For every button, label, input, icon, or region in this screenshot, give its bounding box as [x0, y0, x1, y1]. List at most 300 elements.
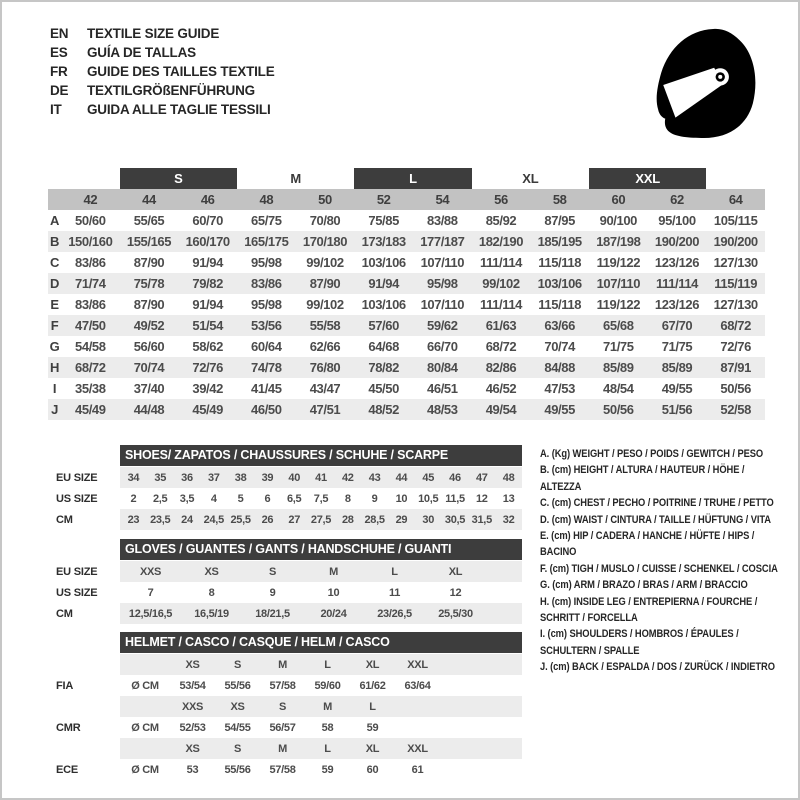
size-value-cell: 54/58 — [75, 339, 106, 354]
guide-title: GUIDE DES TAILLES TEXTILE — [87, 64, 275, 79]
size-value-cell: 5 — [237, 492, 244, 505]
size-header-cell: L — [324, 658, 331, 671]
size-value-cell: XXS — [139, 565, 162, 578]
size-value-cell: 18/21,5 — [255, 607, 290, 620]
size-value-cell: 54/55 — [224, 721, 251, 734]
row-label: A — [50, 213, 59, 228]
size-value-cell: 12 — [475, 492, 488, 505]
size-value-cell: 173/183 — [361, 234, 406, 249]
size-header-cell: XXL — [407, 658, 428, 671]
language-row — [50, 62, 275, 81]
size-value-cell: 11,5 — [445, 492, 465, 505]
size-value-cell: 46 — [449, 471, 461, 484]
size-value-cell: 107/110 — [420, 297, 465, 312]
size-value-cell: 3,5 — [179, 492, 195, 505]
size-value-cell: 119/122 — [596, 297, 641, 312]
size-value-cell: 59 — [321, 763, 334, 776]
size-value-cell: 23 — [127, 513, 140, 526]
size-value-cell: 49/54 — [485, 402, 517, 417]
language-row — [50, 81, 275, 100]
size-value-cell: 78/82 — [368, 360, 399, 375]
size-value-cell: 57/58 — [269, 763, 296, 776]
size-value-cell: 71/75 — [661, 339, 693, 354]
gloves-size-table — [56, 539, 522, 624]
size-value-cell: 27 — [288, 513, 301, 526]
size-value-cell: 68/72 — [720, 318, 751, 333]
size-value-cell: 35/38 — [75, 381, 106, 396]
language-code: FR — [50, 64, 68, 79]
size-band-l: L — [354, 168, 471, 189]
size-value-cell: XL — [448, 565, 463, 578]
column-header-row — [48, 189, 765, 210]
size-value-cell: 44/48 — [133, 402, 165, 417]
size-value-cell: 47/53 — [544, 381, 575, 396]
size-value-cell: 95/98 — [251, 255, 282, 270]
unit-cell: Ø CM — [131, 679, 159, 692]
size-value-cell: 9 — [269, 586, 276, 599]
size-header-cell: XL — [365, 658, 380, 671]
size-value-cell: 115/118 — [538, 297, 582, 312]
size-value-cell: 111/114 — [479, 297, 523, 312]
size-value-cell: M — [329, 565, 338, 578]
row-label: US SIZE — [56, 492, 98, 505]
size-value-cell: 45 — [422, 471, 435, 484]
size-value-cell: 87/90 — [133, 297, 165, 312]
measurement-row-i — [48, 378, 765, 399]
size-value-cell: 58 — [321, 721, 334, 734]
row-values — [120, 654, 522, 675]
size-value-cell: 55/56 — [224, 763, 251, 776]
size-header-cell: M — [323, 700, 332, 713]
size-value-cell: 71/74 — [75, 276, 106, 291]
size-value-cell: 75/85 — [368, 213, 399, 228]
table-row — [56, 467, 522, 488]
legend-item-b: B. (cm) HEIGHT / ALTURA / HAUTEUR / HÖHE / ALTEZZA — [540, 464, 745, 493]
shoes-size-table — [56, 445, 522, 530]
size-value-cell: 60/64 — [251, 339, 282, 354]
size-value-cell: 63/64 — [404, 679, 431, 692]
legend-item-g: G. (cm) ARM / BRAZO / BRAS / ARM / BRACCIO — [540, 579, 748, 592]
size-value-cell: 187/198 — [596, 234, 641, 249]
size-value-cell: 190/200 — [713, 234, 758, 249]
row-label: US SIZE — [56, 586, 98, 599]
size-value-cell: 24,5 — [203, 513, 224, 526]
size-value-cell: 90/100 — [599, 213, 638, 228]
size-band-m: M — [290, 171, 301, 186]
size-value-cell: 60 — [366, 763, 379, 776]
size-value-cell: 48/52 — [368, 402, 399, 417]
size-value-cell: 84/88 — [544, 360, 575, 375]
size-value-cell: 75/78 — [133, 276, 165, 291]
size-value-cell: 55/65 — [133, 213, 165, 228]
size-value-cell: 25,5/30 — [438, 607, 473, 620]
size-value-cell: 105/115 — [713, 213, 758, 228]
size-value-cell: 53/54 — [179, 679, 206, 692]
row-label: CM — [56, 513, 73, 526]
size-value-cell: 6 — [264, 492, 271, 505]
measurement-row-f — [48, 315, 765, 336]
size-value-cell: 190/200 — [654, 234, 700, 249]
measurement-row-e — [48, 294, 765, 315]
size-value-cell: 41/45 — [251, 381, 282, 396]
row-label: E — [50, 297, 59, 312]
helmet-values-row — [56, 675, 522, 696]
size-value-cell: 8 — [208, 586, 215, 599]
size-value-cell: 20/24 — [320, 607, 347, 620]
size-value-cell: 91/94 — [192, 297, 223, 312]
row-label: EU SIZE — [56, 471, 98, 484]
standard-label-cmr: CMR — [56, 721, 81, 734]
size-value-cell: 123/126 — [654, 255, 700, 270]
row-label: EU SIZE — [56, 565, 98, 578]
size-value-cell: 68/72 — [485, 339, 517, 354]
standard-label-ece: ECE — [56, 763, 79, 776]
size-value-cell: 43/47 — [309, 381, 341, 396]
size-band-xl: XL — [522, 171, 539, 186]
column-header-cell: 56 — [494, 192, 508, 207]
size-value-cell: 70/74 — [133, 360, 165, 375]
size-value-cell: 85/89 — [603, 360, 634, 375]
size-value-cell: 91/94 — [368, 276, 399, 291]
size-value-cell: 150/160 — [68, 234, 113, 249]
legend-item-h: H. (cm) INSIDE LEG / ENTREPIERNA / FOURCHE / SCHRITT / FORCELLA — [540, 595, 758, 625]
size-value-cell: 61/62 — [359, 679, 386, 692]
size-value-cell: 49/55 — [544, 402, 575, 417]
size-value-cell: 55/58 — [309, 318, 341, 333]
helmet-sizes-row — [56, 738, 522, 759]
helmet-size-table — [56, 632, 522, 780]
size-value-cell: 99/102 — [306, 255, 344, 270]
language-code: DE — [50, 83, 69, 98]
size-value-cell: 41 — [315, 471, 327, 484]
row-label: J — [51, 402, 58, 417]
size-value-cell: 59/62 — [427, 318, 458, 333]
size-value-cell: 23/26,5 — [377, 607, 412, 620]
size-value-cell: 87/90 — [133, 255, 165, 270]
size-band-s: S — [120, 168, 237, 189]
helmet-sizes-row — [56, 696, 522, 717]
size-value-cell: 160/170 — [185, 234, 230, 249]
column-header-cell: 46 — [200, 192, 215, 207]
size-value-cell: 123/126 — [654, 297, 700, 312]
size-value-cell: 103/106 — [361, 297, 406, 312]
row-label: F — [50, 318, 59, 333]
size-value-cell: S — [268, 565, 277, 578]
size-value-cell: 111/114 — [479, 255, 523, 270]
size-value-cell: 107/110 — [420, 255, 465, 270]
size-value-cell: 127/130 — [713, 255, 758, 270]
size-value-cell: 56/57 — [269, 721, 296, 734]
size-value-cell: 61/63 — [485, 318, 517, 333]
row-label: D — [50, 276, 59, 291]
row-label: B — [50, 234, 59, 249]
size-value-cell: L — [391, 565, 398, 578]
size-value-cell: 57/58 — [269, 679, 296, 692]
size-value-cell: 95/98 — [427, 276, 458, 291]
row-label — [56, 654, 120, 675]
size-value-cell: 103/106 — [361, 255, 406, 270]
column-header-cell: 64 — [728, 192, 743, 207]
size-value-cell: 48/54 — [603, 381, 634, 396]
size-value-cell: 30,5 — [444, 513, 466, 526]
row-label: H — [50, 360, 59, 375]
size-value-cell: 43 — [368, 471, 381, 484]
row-label: C — [50, 255, 59, 270]
measurement-row-b — [48, 231, 765, 252]
language-title-list — [50, 24, 275, 119]
legend-item-i: I. (cm) SHOULDERS / HOMBROS / ÉPAULES / SCHULTERN / SPALLE — [540, 628, 739, 657]
guide-title: TEXTILGRÖßENFÜHRUNG — [87, 83, 255, 98]
table-row — [56, 561, 522, 582]
size-value-cell: 79/82 — [192, 276, 223, 291]
size-value-cell: 45/50 — [368, 381, 399, 396]
size-value-cell: 47/50 — [75, 318, 106, 333]
column-header-cell: 62 — [670, 192, 684, 207]
size-value-cell: 48/53 — [427, 402, 458, 417]
size-value-cell: 52/58 — [720, 402, 751, 417]
size-value-cell: 83/88 — [427, 213, 458, 228]
size-value-cell: 119/122 — [596, 255, 641, 270]
column-header-cell: 48 — [259, 192, 274, 207]
size-value-cell: 10,5 — [418, 492, 439, 505]
size-value-cell: XS — [204, 565, 219, 578]
size-value-cell: 58/62 — [192, 339, 223, 354]
size-value-cell: 83/86 — [75, 297, 106, 312]
size-value-cell: 68/72 — [75, 360, 106, 375]
table-row — [56, 509, 522, 530]
size-value-cell: 50/60 — [75, 213, 106, 228]
legend-item-d: D. (cm) WAIST / CINTURA / TAILLE / HÜFTUNG / VITA — [540, 513, 771, 526]
measurement-legend — [540, 446, 778, 676]
size-header-cell: XL — [365, 742, 380, 755]
size-value-cell: 2 — [130, 492, 137, 505]
size-value-cell: 76/80 — [309, 360, 341, 375]
language-row — [50, 43, 275, 62]
size-value-cell: 8 — [344, 492, 351, 505]
size-header-cell: XS — [230, 700, 245, 713]
size-value-cell: 45/49 — [192, 402, 223, 417]
size-value-cell: 51/56 — [661, 402, 693, 417]
measurement-row-c — [48, 252, 765, 273]
unit-cell: Ø CM — [131, 721, 159, 734]
size-value-cell: 85/92 — [485, 213, 517, 228]
size-value-cell: 28 — [341, 513, 354, 526]
size-value-cell: 27,5 — [310, 513, 332, 526]
size-value-cell: 62/66 — [309, 339, 341, 354]
size-value-cell: 47 — [475, 471, 488, 484]
size-value-cell: 70/80 — [309, 213, 341, 228]
size-value-cell: 38 — [234, 471, 247, 484]
size-header-cell: L — [369, 700, 376, 713]
size-value-cell: 2,5 — [152, 492, 168, 505]
row-values — [120, 696, 522, 717]
size-value-cell: 64/68 — [368, 339, 399, 354]
size-value-cell: 25,5 — [230, 513, 251, 526]
size-value-cell: 85/89 — [661, 360, 693, 375]
size-value-cell: 99/102 — [482, 276, 520, 291]
size-value-cell: 44 — [395, 471, 408, 484]
size-value-cell: 127/130 — [713, 297, 758, 312]
size-value-cell: 59/60 — [314, 679, 341, 692]
size-band-row — [48, 168, 765, 189]
row-values — [120, 582, 522, 603]
size-value-cell: 57/60 — [368, 318, 399, 333]
size-value-cell: 24 — [181, 513, 193, 526]
size-value-cell: 74/78 — [251, 360, 282, 375]
row-label — [56, 738, 120, 759]
size-value-cell: 103/106 — [537, 276, 582, 291]
size-value-cell: 50/56 — [720, 381, 751, 396]
shoes-table-title: SHOES/ ZAPATOS / CHAUSSURES / SCHUHE / SCARPE — [120, 445, 522, 466]
legend-item-c: C. (cm) CHEST / PECHO / POITRINE / TRUHE / PETTO — [540, 497, 774, 510]
size-value-cell: 111/114 — [655, 276, 699, 291]
size-value-cell: 16,5/19 — [194, 607, 229, 620]
row-values — [120, 467, 522, 488]
size-value-cell: 34 — [127, 471, 140, 484]
legend-item-f: F. (cm) TIGH / MUSLO / CUISSE / SCHENKEL / COSCIA — [540, 562, 778, 575]
size-value-cell: 49/52 — [133, 318, 165, 333]
size-value-cell: 83/86 — [251, 276, 282, 291]
size-value-cell: 32 — [502, 513, 515, 526]
size-header-cell: S — [278, 700, 287, 713]
size-header-cell: S — [233, 742, 242, 755]
row-values — [120, 675, 522, 696]
size-value-cell: 31,5 — [471, 513, 492, 526]
language-code: EN — [50, 26, 69, 41]
helmet-sizes-row — [56, 654, 522, 675]
size-header-cell: L — [324, 742, 331, 755]
size-value-cell: 185/195 — [537, 234, 582, 249]
column-header-cell: 54 — [435, 192, 450, 207]
size-value-cell: 7,5 — [313, 492, 329, 505]
size-value-cell: 72/76 — [720, 339, 751, 354]
size-value-cell: 59 — [366, 721, 379, 734]
measurement-row-g — [48, 336, 765, 357]
row-values — [120, 759, 522, 780]
size-value-cell: 87/91 — [720, 360, 751, 375]
size-value-cell: 30 — [422, 513, 435, 526]
size-value-cell: 80/84 — [427, 360, 458, 375]
column-header-cell: 44 — [142, 192, 156, 207]
size-value-cell: 182/190 — [478, 234, 524, 249]
size-value-cell: 99/102 — [306, 297, 344, 312]
size-value-cell: 165/175 — [244, 234, 289, 249]
size-value-cell: 87/95 — [544, 213, 575, 228]
size-value-cell: 35 — [154, 471, 167, 484]
size-value-cell: 9 — [371, 492, 378, 505]
size-value-cell: 60/70 — [192, 213, 223, 228]
size-value-cell: 37/40 — [133, 381, 165, 396]
column-header-cell: 58 — [552, 192, 567, 207]
column-header-cell: 52 — [376, 192, 391, 207]
standard-label-fia: FIA — [56, 679, 74, 692]
size-value-cell: 67/70 — [661, 318, 693, 333]
row-label: CM — [56, 607, 73, 620]
size-value-cell: 28,5 — [364, 513, 385, 526]
size-value-cell: 36 — [181, 471, 193, 484]
size-header-cell: XS — [185, 742, 200, 755]
size-header-cell: M — [278, 658, 287, 671]
row-values — [120, 603, 522, 624]
size-value-cell: 40 — [288, 471, 301, 484]
column-header-cell: 42 — [83, 192, 98, 207]
size-value-cell: 83/86 — [75, 255, 106, 270]
helmet-values-row — [56, 717, 522, 738]
size-value-cell: 11 — [388, 586, 401, 599]
helmet-table-title: HELMET / CASCO / CASQUE / HELM / CASCO — [120, 632, 522, 653]
size-value-cell: 50/56 — [603, 402, 634, 417]
size-header-cell: XXL — [407, 742, 428, 755]
table-row — [56, 488, 522, 509]
size-value-cell: 51/54 — [192, 318, 223, 333]
size-value-cell: 65/75 — [251, 213, 282, 228]
guide-title: GUÍA DE TALLAS — [87, 45, 196, 60]
size-value-cell: 115/119 — [714, 276, 758, 291]
size-value-cell: 91/94 — [192, 255, 223, 270]
size-value-cell: 10 — [327, 586, 340, 599]
size-header-cell: XS — [185, 658, 200, 671]
size-value-cell: 107/110 — [596, 276, 641, 291]
legend-item-a: A. (Kg) WEIGHT / PESO / POIDS / GEWITCH / PESO — [540, 448, 764, 460]
language-code: ES — [50, 45, 68, 60]
size-value-cell: 46/51 — [427, 381, 458, 396]
measurement-row-d — [48, 273, 765, 294]
size-value-cell: 70/74 — [544, 339, 575, 354]
size-value-cell: 49/55 — [661, 381, 693, 396]
size-value-cell: 46/52 — [485, 381, 517, 396]
gloves-table-title: GLOVES / GUANTES / GANTS / HANDSCHUHE / GUANTI — [120, 539, 522, 560]
size-value-cell: 95/100 — [658, 213, 696, 228]
size-value-cell: 13 — [502, 492, 515, 505]
language-row — [50, 100, 275, 119]
guide-title: TEXTILE SIZE GUIDE — [87, 26, 220, 41]
table-row — [56, 582, 522, 603]
size-header-cell: S — [233, 658, 242, 671]
size-value-cell: 46/50 — [251, 402, 282, 417]
size-value-cell: 63/66 — [544, 318, 575, 333]
size-value-cell: 95/98 — [251, 297, 282, 312]
measurement-row-a — [48, 210, 765, 231]
size-header-cell: M — [278, 742, 287, 755]
size-value-cell: 39/42 — [192, 381, 223, 396]
language-row — [50, 24, 275, 43]
size-value-cell: 47/51 — [309, 402, 341, 417]
size-value-cell: 23,5 — [150, 513, 171, 526]
size-value-cell: 115/118 — [538, 255, 582, 270]
legend-item-j: J. (cm) BACK / ESPALDA / DOS / ZURÜCK / INDIETRO — [540, 661, 775, 674]
size-value-cell: 71/75 — [603, 339, 634, 354]
size-value-cell: 6,5 — [286, 492, 302, 505]
helmet-values-row — [56, 759, 522, 780]
language-code: IT — [50, 102, 62, 117]
column-header-cell: 60 — [611, 192, 626, 207]
size-value-cell: 155/165 — [126, 234, 172, 249]
guide-title: GUIDA ALLE TAGLIE TESSILI — [87, 102, 271, 117]
textile-size-table — [48, 168, 765, 420]
size-value-cell: 177/187 — [420, 234, 465, 249]
unit-cell: Ø CM — [131, 763, 159, 776]
size-value-cell: 48 — [502, 471, 515, 484]
row-label — [56, 696, 120, 717]
full-face-helmet-icon — [655, 28, 757, 138]
size-value-cell: 72/76 — [192, 360, 223, 375]
row-values — [120, 488, 522, 509]
row-values — [120, 738, 522, 759]
size-header-cell: XXS — [181, 700, 204, 713]
size-value-cell: 39 — [261, 471, 274, 484]
row-values — [120, 561, 522, 582]
row-values — [120, 717, 522, 738]
